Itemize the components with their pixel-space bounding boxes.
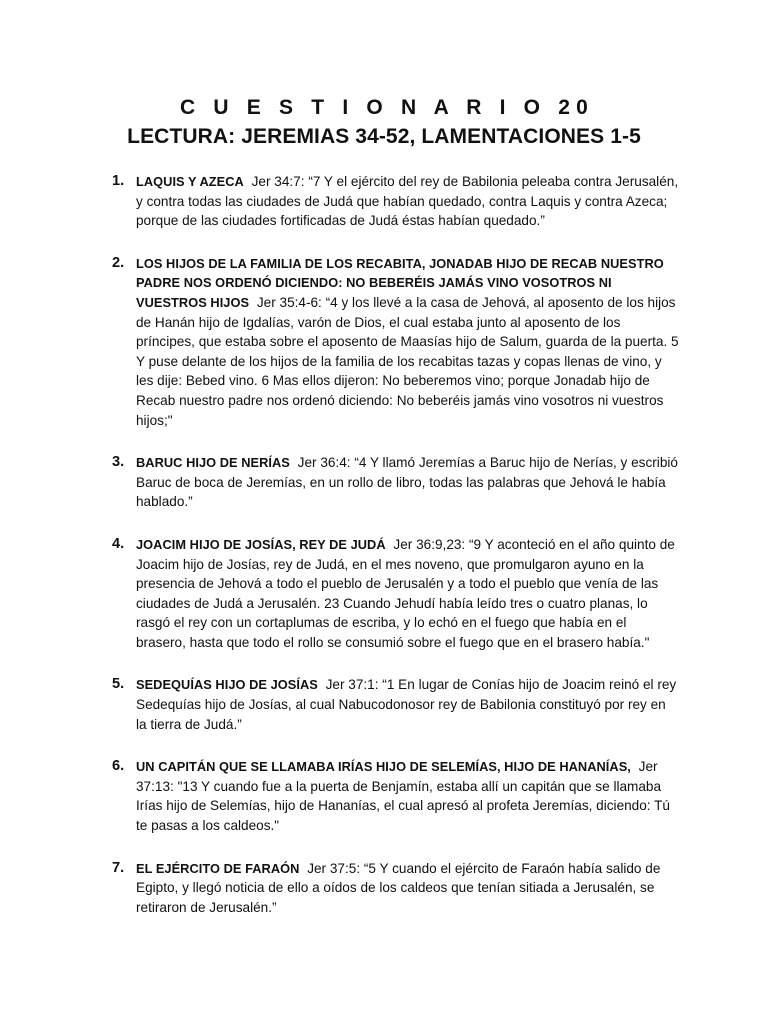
question-answer: BARUC HIJO DE NERÍAS <box>136 455 290 471</box>
question-item <box>108 757 680 835</box>
question-answer: EL EJÉRCITO DE FARAÓN <box>136 860 300 876</box>
question-list <box>108 172 680 940</box>
question-number: 1. <box>112 173 125 189</box>
question-number: 6. <box>112 758 125 775</box>
question-quote: “5 Y cuando el ejército de Faraón había salido de Egipto, y llegó noticia de ello a oídos de los caldeos que tenían sitiada a Jerusalén, se retiraron de Jerusalén.” <box>136 860 661 915</box>
question-reference: Jer 36:4: <box>297 455 351 471</box>
question-item <box>108 535 680 653</box>
question-answer: LOS HIJOS DE LA FAMILIA DE LOS RECABITA, JONADAB HIJO DE RECAB NUESTRO PADRE NOS ORDENÓ DICIENDO: NO BEBERÉIS JAMÁS VINO VOSOTROS NI VUESTROS HIJOS <box>136 255 664 310</box>
question-item <box>108 172 680 231</box>
question-number: 2. <box>112 254 125 271</box>
question-item <box>108 859 680 918</box>
question-quote: “4 Y llamó Jeremías a Baruc hijo de Nerías, y escribió Baruc de boca de Jeremías, en un rollo de libro, todas las palabras que Jehová le había hablado.” <box>136 455 678 510</box>
question-number: 7. <box>112 859 125 876</box>
question-reference: Jer 36:9,23: <box>393 536 466 552</box>
question-item <box>108 254 680 430</box>
question-item <box>108 675 680 734</box>
question-reference: Jer 35:4-6: <box>256 294 322 310</box>
question-answer: UN CAPITÁN QUE SE LLAMABA IRÍAS HIJO DE SELEMÍAS, HIJO DE HANANÍAS, <box>136 759 631 775</box>
page-subtitle: LECTURA: JEREMIAS 34-52, LAMENTACIONES 1-5 <box>127 125 641 148</box>
question-answer: LAQUIS Y AZECA <box>136 174 244 189</box>
question-answer: JOACIM HIJO DE JOSÍAS, REY DE JUDÁ <box>136 536 386 552</box>
question-number: 3. <box>112 454 125 471</box>
question-quote: “4 y los llevé a la casa de Jehová, al aposento de los hijos de Hanán hijo de Igdalías, varón de Dios, el cual estaba junto al aposento de los príncipes, que estaba sobre el aposento de Maasías hijo de Salum, guarda de la puerta. 5 Y puse delante de los hijos de la familia de los recabitas tazas y copas llenas de vino, y les dije: Bebed vino. 6 Mas ellos dijeron: No beberemos vino; porque Jonadab hijo de Recab nuestro padre nos ordenó diciendo: No beberéis jamás vino vosotros ni vuestros hijos;" <box>136 294 679 428</box>
question-answer: SEDEQUÍAS HIJO DE JOSÍAS <box>136 677 318 693</box>
question-quote: “1 En lugar de Conías hijo de Joacim reinó el rey Sedequías hijo de Josías, al cual Nabucodonosor rey de Babilonia constituyó por rey en la tierra de Judá.” <box>136 677 677 732</box>
title-block <box>0 94 768 152</box>
question-number: 4. <box>112 535 125 552</box>
question-reference: Jer 37:1: <box>325 677 379 693</box>
question-reference: Jer 37:5: <box>307 860 361 876</box>
question-reference: Jer 37:13: <box>136 759 658 794</box>
question-number: 5. <box>112 676 125 693</box>
question-reference: Jer 34:7: <box>251 174 305 189</box>
question-quote: "13 Y cuando fue a la puerta de Benjamín, estaba allí un capitán que se llamaba Irías hijo de Selemías, hijo de Hananías, el cual apresó al profeta Jeremías, diciendo: Tú te pasas a los caldeos." <box>136 778 670 834</box>
question-item <box>108 453 680 512</box>
question-quote: “7 Y el ejército del rey de Babilonia peleaba contra Jerusalén, y contra todas las ciudades de Judá que habían quedado, contra Laquis y contra Azeca; porque de las ciudades fortificadas de Judá éstas habían quedado.” <box>136 174 679 229</box>
page-title: C U E S T I O N A R I O 20 <box>179 96 595 119</box>
question-quote: “9 Y aconteció en el año quinto de Joacim hijo de Josías, rey de Judá, en el mes noveno, que promulgaron ayuno en la presencia de Jehová a todo el pueblo de Jerusalén y a todo el pueblo que venía de las ciudades de Judá a Jerusalén. 23 Cuando Jehudí había leído tres o cuatro planas, lo rasgó el rey con un cortaplumas de escriba, y lo echó en el fuego que había en el brasero, hasta que todo el rollo se consumió sobre el fuego que en el brasero había." <box>136 536 675 650</box>
